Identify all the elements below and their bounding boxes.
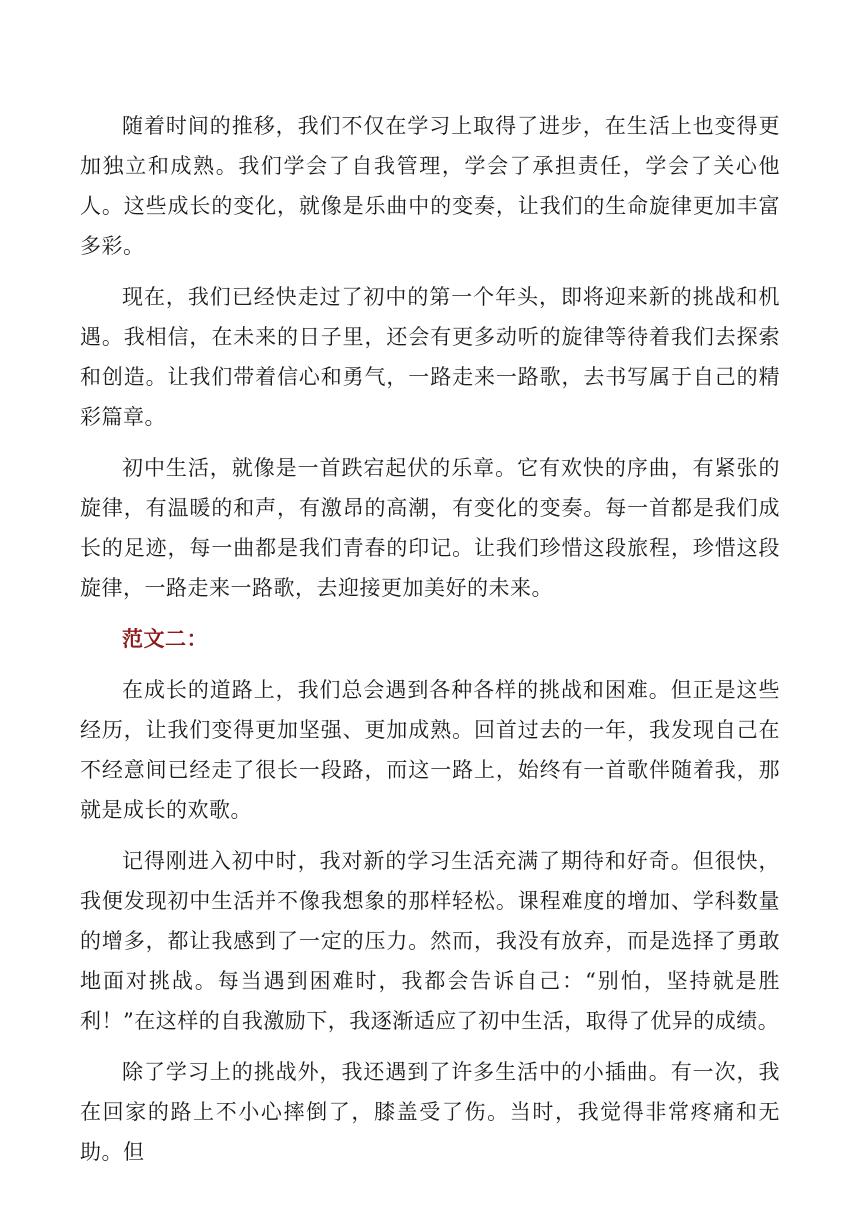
paragraph-2: 现在，我们已经快走过了初中的第一个年头，即将迎来新的挑战和机遇。我相信，在未来的日子里，还会有更多动听的旋律等待着我们去探索和创造。让我们带着信心和勇气，一路走来一路歌，去书写属于自己的精彩篇章。 bbox=[80, 285, 780, 429]
document-body bbox=[80, 106, 780, 1183]
paragraph-5: 记得刚进入初中时，我对新的学习生活充满了期待和好奇。但很快，我便发现初中生活并不像我想象的那样轻松。课程难度的增加、学科数量的增多，都让我感到了一定的压力。然而，我没有放弃，而是选择了勇敢地面对挑战。每当遇到困难时，我都会告诉自己：“别怕，坚持就是胜利！”在这样的自我激励下，我逐渐适应了初中生活，取得了优异的成绩。 bbox=[80, 849, 780, 1033]
section-heading: 范文二： bbox=[122, 626, 208, 651]
paragraph-4: 在成长的道路上，我们总会遇到各种各样的挑战和困难。但正是这些经历，让我们变得更加坚强、更加成熟。回首过去的一年，我发现自己在不经意间已经走了很长一段路，而这一路上，始终有一首歌伴随着我，那就是成长的欢歌。 bbox=[80, 678, 780, 822]
paragraph-6: 除了学习上的挑战外，我还遇到了许多生活中的小插曲。有一次，我在回家的路上不小心摔倒了，膝盖受了伤。当时，我觉得非常疼痛和无助。但 bbox=[80, 1060, 780, 1164]
paragraph-3: 初中生活，就像是一首跌宕起伏的乐章。它有欢快的序曲，有紧张的旋律，有温暖的和声，有激昂的高潮，有变化的变奏。每一首都是我们成长的足迹，每一曲都是我们青春的印记。让我们珍惜这段旅程，珍惜这段旋律，一路走来一路歌，去迎接更加美好的未来。 bbox=[80, 456, 780, 600]
paragraph-1: 随着时间的推移，我们不仅在学习上取得了进步，在生活上也变得更加独立和成熟。我们学会了自我管理，学会了承担责任，学会了关心他人。这些成长的变化，就像是乐曲中的变奏，让我们的生命旋律更加丰富多彩。 bbox=[80, 114, 780, 258]
